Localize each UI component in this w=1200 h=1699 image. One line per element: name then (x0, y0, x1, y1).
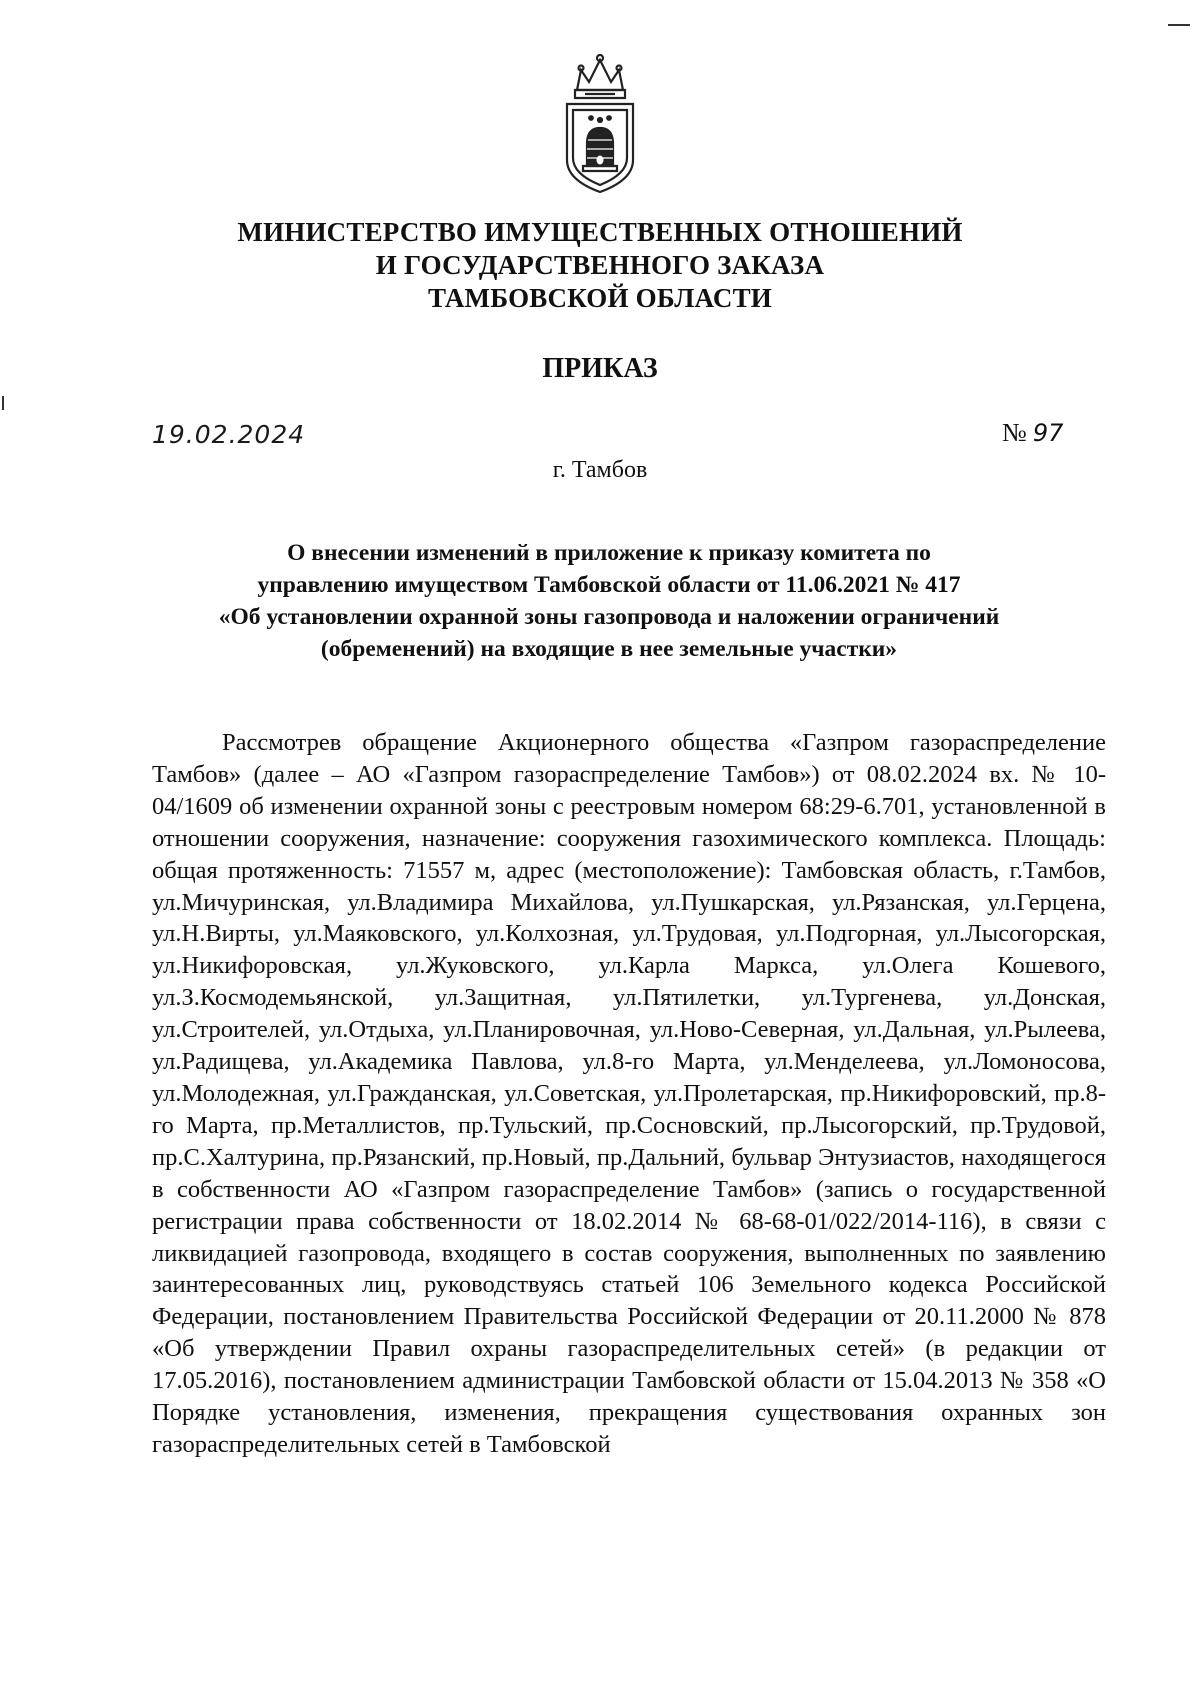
order-subject (150, 537, 1068, 665)
ministry-line-3: ТАМБОВСКОЙ ОБЛАСТИ (427, 283, 773, 313)
city-line: г. Тамбов (552, 457, 648, 483)
number-sign: № (1002, 418, 1027, 447)
subject-line-4: (обременений) на входящие в нее земельные участки» (320, 636, 898, 662)
tambov-coat-of-arms-icon (555, 48, 645, 198)
subject-line-2: управлению имуществом Тамбовской области от 11.06.2021 № 417 (257, 572, 961, 598)
subject-line-1: О внесении изменений в приложение к приказу комитета по (287, 540, 931, 566)
order-number (1002, 418, 1063, 448)
ministry-name (150, 216, 1050, 315)
scan-mark-left-edge (2, 396, 4, 410)
ministry-line-1: МИНИСТЕРСТВО ИМУЩЕСТВЕННЫХ ОТНОШЕНИЙ (237, 217, 963, 247)
body-paragraph: Рассмотрев обращение Акционерного общества «Газпром газораспределение Тамбов» (далее – АО «Газпром газораспределение Тамбов») от 08.02.2024 вх. № 10-04/1609 об изменении охранной зоны с реестровым номером 68:29-6.701, установленной в отношении сооружения, назначение: сооружения газохимического комплекса. Площадь: общая протяженность: 71557 м, адрес (местоположение): Тамбовская область, г.Тамбов, ул.Мичуринская, ул.Владимира Михайлова, ул.Пушкарская, ул.Рязанская, ул.Герцена, ул.Н.Вирты, ул.Маяковского, ул.Колхозная, ул.Трудовая, ул.Подгорная, ул.Лысогорская, ул.Никифоровская, ул.Жуковского, ул.Карла Маркса, ул.Олега Кошевого, ул.З.Космодемьянской, ул.Защитная, ул.Пятилетки, ул.Тургенева, ул.Донская, ул.Строителей, ул.Отдыха, ул.Планировочная, ул.Ново-Северная, ул.Дальная, ул.Рылеева, ул.Радищева, ул.Академика Павлова, ул.8-го Марта, ул.Менделеева, ул.Ломоносова, ул.Молодежная, ул.Гражданская, ул.Советская, ул.Пролетарская, пр.Никифоровский, пр.8-го Марта, пр.Металлистов, пр.Тульский, пр.Сосновский, пр.Лысогорский, пр.Трудовой, пр.С.Халтурина, пр.Рязанский, пр.Новый, пр.Дальний, бульвар Энтузиастов, находящегося в собственности АО «Газпром газораспределение Тамбов» (запись о государственной регистрации права собственности от 18.02.2014 № 68-68-01/022/2014-116), в связи с ликвидацией газопровода, входящего в состав сооружения, выполненных по заявлению заинтересованных лиц, руководствуясь статьей 106 Земельного кодекса Российской Федерации, постановлением Правительства Российской Федерации от 20.11.2000 № 878 «Об утверждении Правил охраны газораспределительных сетей» (в редакции от 17.05.2016), постановлением администрации Тамбовской области от 15.04.2013 № 358 «О Порядке установления, изменения, прекращения существования охранных зон газораспределительных сетей в Тамбовской (152, 729, 1106, 1458)
ministry-line-2: И ГОСУДАРСТВЕННОГО ЗАКАЗА (375, 250, 825, 280)
scan-mark-top-right (1168, 24, 1190, 26)
subject-line-3: «Об установлении охранной зоны газопровода и наложении ограничений (218, 604, 1000, 630)
order-date: 19.02.2024 (152, 420, 306, 449)
order-number-value: 97 (1032, 419, 1064, 447)
document-type-title: ПРИКАЗ (542, 353, 658, 384)
